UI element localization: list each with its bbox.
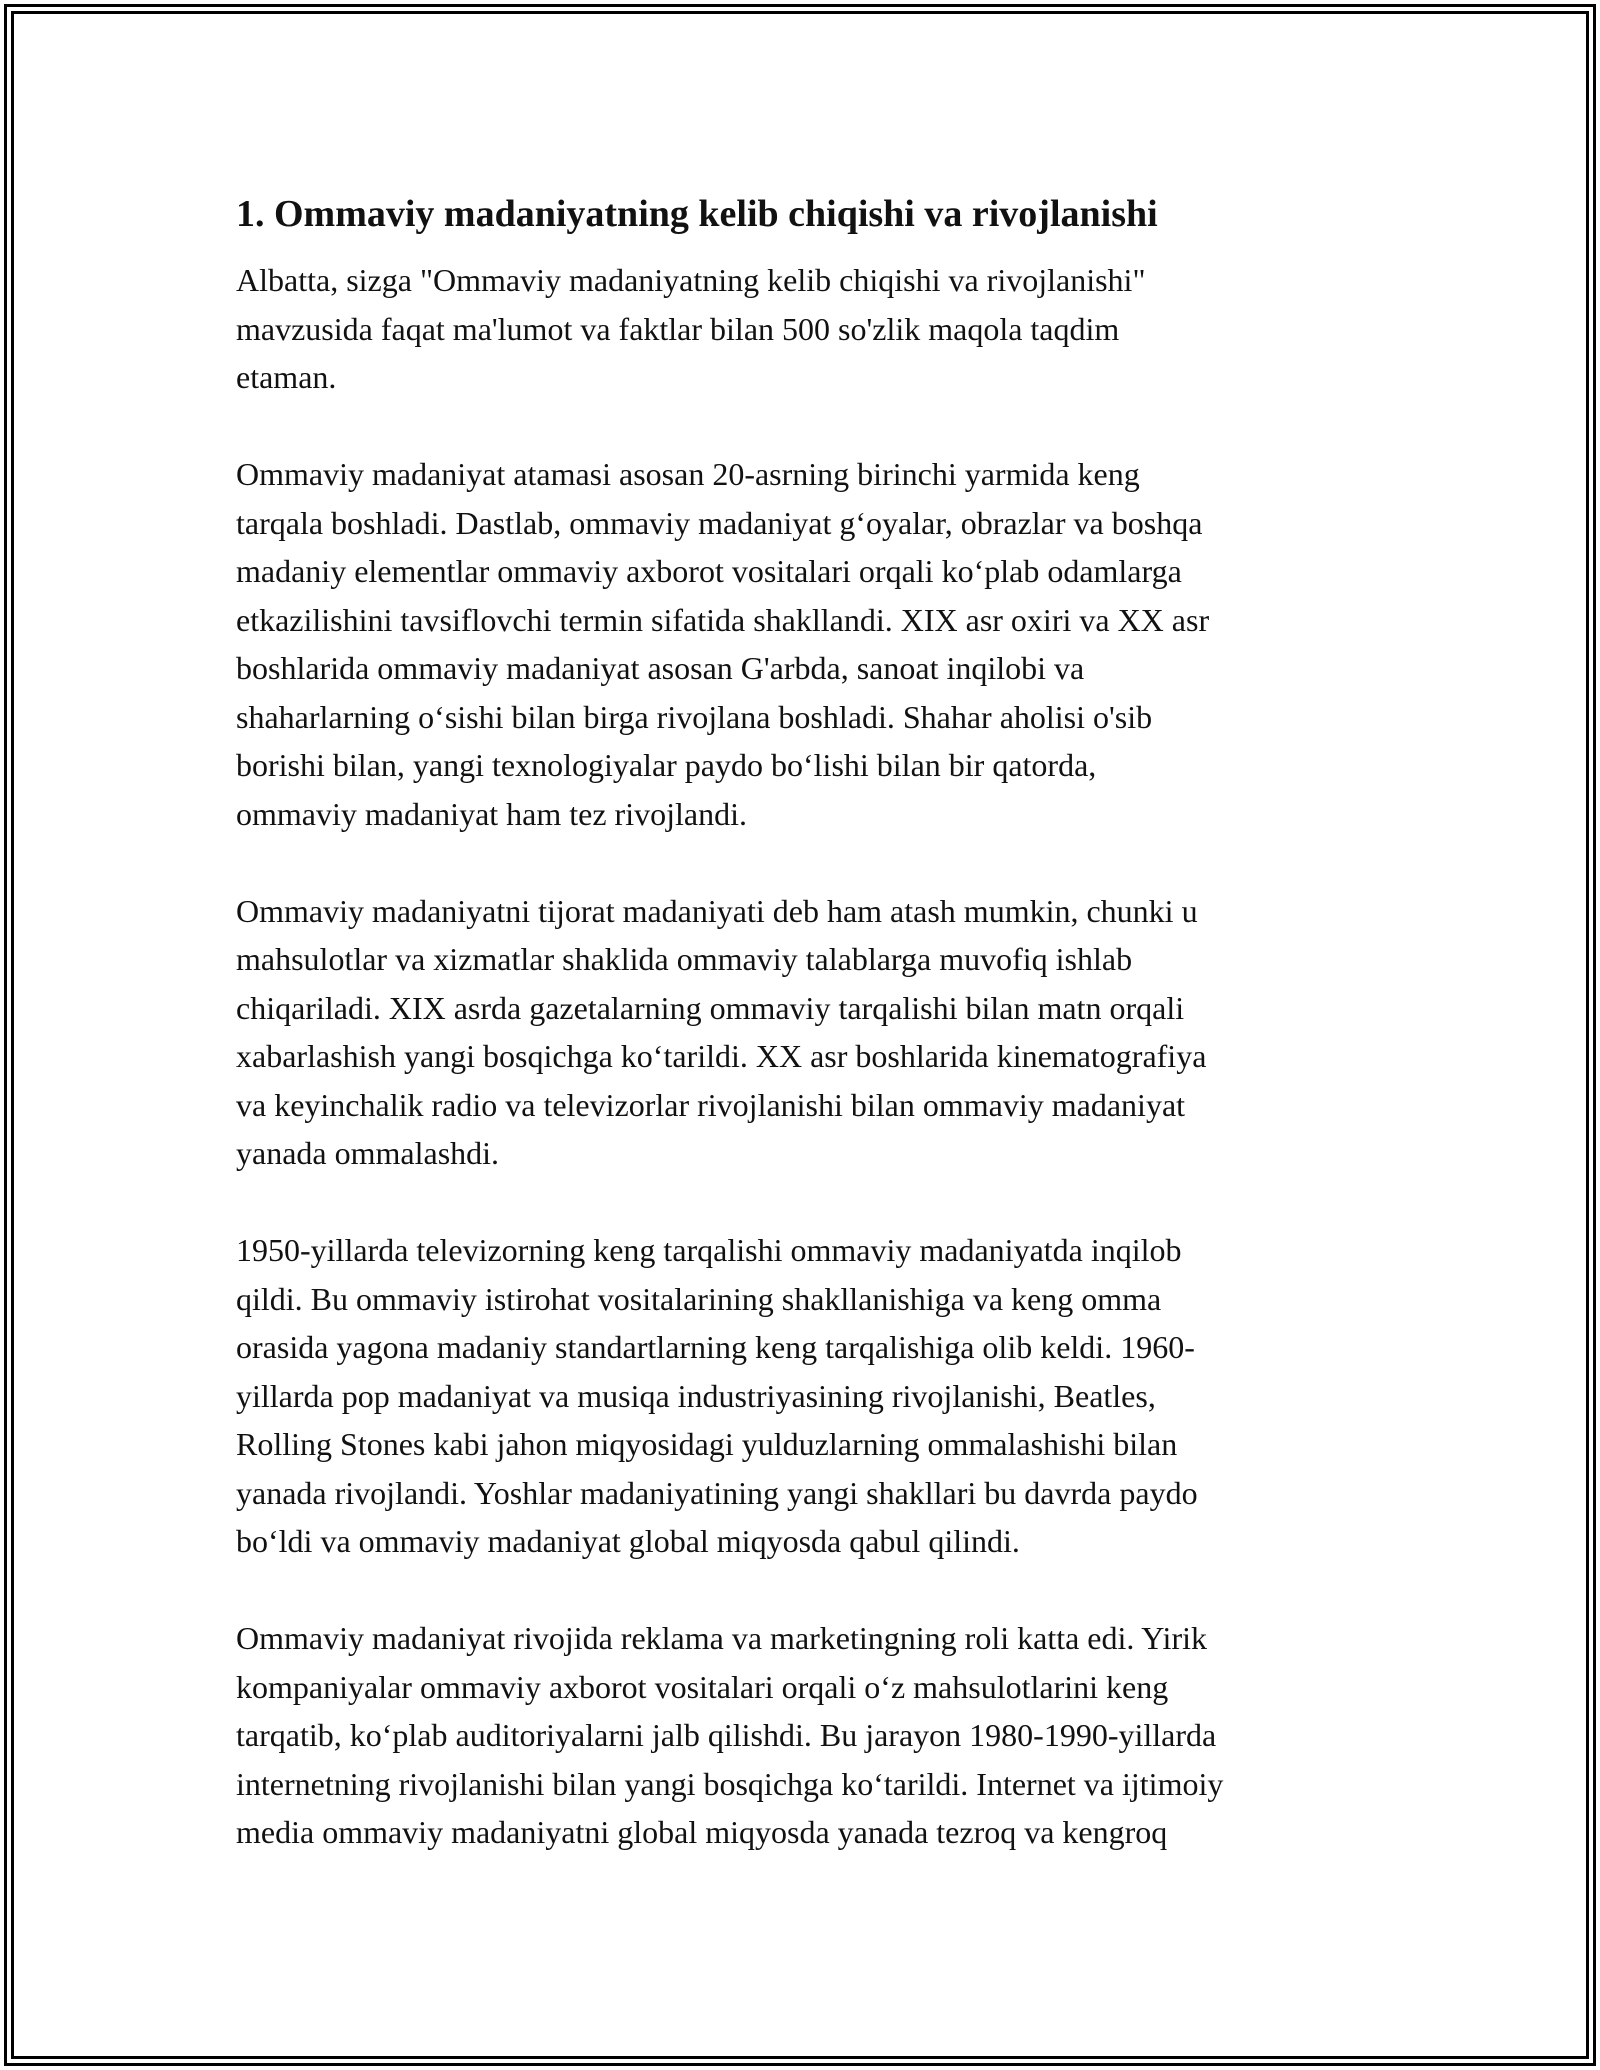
paragraph-commercial [236, 887, 1386, 1178]
paragraph-intro [236, 256, 1386, 402]
text-line: etkazilishini tavsiflovchi termin sifatida shakllandi. XIX asr oxiri va XX asr [236, 601, 1210, 638]
text-line: kompaniyalar ommaviy axborot vositalari orqali o‘z mahsulotlarini keng [236, 1668, 1169, 1705]
text-line: yillarda pop madaniyat va musiqa industriyasining rivojlanishi, Beatles, [236, 1377, 1156, 1414]
text-line: Ommaviy madaniyatni tijorat madaniyati deb ham atash mumkin, chunki u [236, 892, 1198, 929]
text-line: Rolling Stones kabi jahon miqyosidagi yulduzlarning ommalashishi bilan [236, 1426, 1178, 1462]
text-line: mavzusida faqat ma'lumot va faktlar bilan 500 so'zlik maqola taqdim [236, 310, 1120, 347]
text-line: borishi bilan, yangi texnologiyalar paydo bo‘lishi bilan bir qatorda, [236, 747, 1097, 783]
text-line: internetning rivojlanishi bilan yangi bosqichga ko‘tarildi. Internet va ijtimoiy [236, 1765, 1224, 1802]
text-line: madaniy elementlar ommaviy axborot vositalari orqali ko‘plab odamlarga [236, 553, 1182, 589]
text-line: 1950-yillarda televizorning keng tarqalishi ommaviy madaniyatda inqilob [236, 1232, 1182, 1268]
text-line: yanada rivojlandi. Yoshlar madaniyatining yangi shakllari bu davrda paydo [236, 1474, 1198, 1511]
text-line: mahsulotlar va xizmatlar shaklida ommaviy talablarga muvofiq ishlab [236, 941, 1133, 977]
text-line: ommaviy madaniyat ham tez rivojlandi. [236, 795, 747, 832]
text-line: orasida yagona madaniy standartlarning keng tarqalishiga olib keldi. 1960- [236, 1329, 1195, 1365]
text-line: va keyinchalik radio va televizorlar rivojlanishi bilan ommaviy madaniyat [236, 1086, 1186, 1123]
text-line: media ommaviy madaniyatni global miqyosda yanada tezroq va kengroq [236, 1814, 1168, 1850]
document-title: 1. Ommaviy madaniyatning kelib chiqishi va rivojlanishi [236, 193, 1158, 235]
text-line: Ommaviy madaniyat rivojida reklama va marketingning roli katta edi. Yirik [236, 1620, 1207, 1656]
text-line: xabarlashish yangi bosqichga ko‘tarildi. XX asr boshlarida kinematografiya [236, 1038, 1207, 1074]
text-line: yanada ommalashdi. [236, 1135, 500, 1171]
text-line: etaman. [236, 359, 337, 395]
text-line: Ommaviy madaniyat atamasi asosan 20-asrning birinchi yarmida keng [236, 456, 1140, 492]
paragraph-origins [236, 450, 1386, 838]
paragraph-marketing [236, 1614, 1386, 1857]
text-line: Albatta, sizga "Ommaviy madaniyatning kelib chiqishi va rivojlanishi" [236, 262, 1146, 298]
text-line: qildi. Bu ommaviy istirohat vositalarining shakllanishiga va keng omma [236, 1280, 1162, 1317]
paragraph-television [236, 1226, 1386, 1566]
text-line: chiqariladi. XIX asrda gazetalarning ommaviy tarqalishi bilan matn orqali [236, 989, 1185, 1026]
text-line: tarqala boshladi. Dastlab, ommaviy madaniyat g‘oyalar, obrazlar va boshqa [236, 504, 1203, 541]
text-line: bo‘ldi va ommaviy madaniyat global miqyosda qabul qilindi. [236, 1523, 1020, 1559]
text-line: tarqatib, ko‘plab auditoriyalarni jalb qilishdi. Bu jarayon 1980-1990-yillarda [236, 1717, 1217, 1753]
text-line: boshlarida ommaviy madaniyat asosan G'arbda, sanoat inqilobi va [236, 650, 1085, 686]
text-line: shaharlarning o‘sishi bilan birga rivojlana boshladi. Shahar aholisi o'sib [236, 698, 1153, 735]
document-body [236, 186, 1386, 1857]
